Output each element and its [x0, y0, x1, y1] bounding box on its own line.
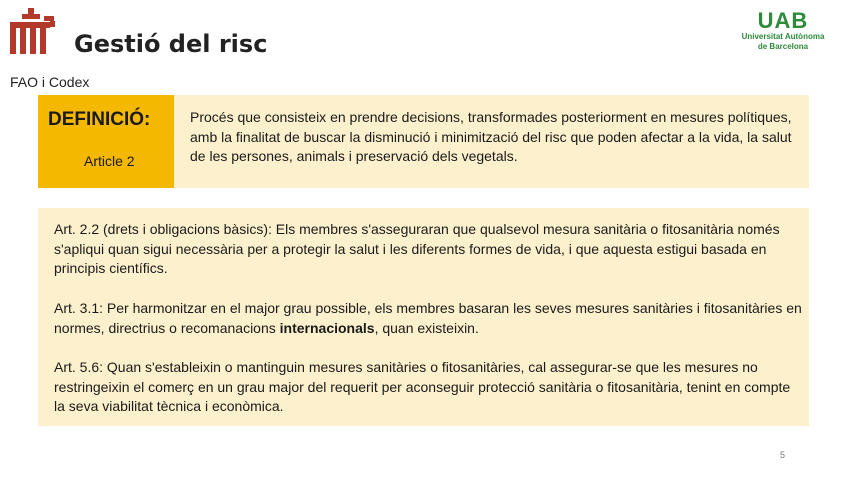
uab-logo: [726, 10, 840, 52]
articles-box: [38, 208, 809, 426]
definition-label-block: [38, 95, 174, 188]
article-3-1-text-start: Art. 3.1: Per harmonitzar en el major grau possible, els membres basaran les seves mesures sanitàries i fitosanitàries en normes, directrius o recomanacions: [54, 300, 802, 336]
definition-heading: DEFINICIÓ:: [48, 109, 151, 130]
article-2-2-paragraph: Art. 2.2 (drets i obligacions bàsics): Els membres s'asseguraran que qualsevol mesura sanitària o fitosanitària només s'apliqui quan sigui necessària per a protegir la salut i les diferents formes de vida, i que aquesta estigui basada en principis científics.: [54, 221, 780, 276]
definition-article: Article 2: [84, 153, 135, 169]
article-3-1-bold-term: internacionals: [279, 319, 375, 336]
section-subtitle: FAO i Codex: [10, 74, 90, 90]
article-3-1-text-end: , quan existeixin.: [374, 319, 479, 336]
page-title: Gestió del risc: [74, 30, 268, 58]
uab-logo-name: UAB: [757, 8, 809, 33]
uab-logo-line1: Universitat Autònoma: [741, 32, 825, 41]
definition-text: Procés que consisteix en prendre decisions, transformades posteriorment en mesures polítiques, amb la finalitat de buscar la disminució i minimització del risc que poden afectar a la vida, la salut de les persones, animals i preservació dels vegetals.: [190, 109, 792, 164]
page-number: 5: [780, 450, 786, 460]
definition-box: [38, 95, 809, 188]
uab-logo-line2: de Barcelona: [757, 42, 809, 51]
article-5-6-paragraph: Art. 5.6: Quan s'estableixin o mantinguin mesures sanitàries o fitosanitàries, cal assegurar-se que les mesures no restringeixin el comerç en un grau major del requerit per aconseguir protecció sanitària o fitosanitària, tenint en compte la seva viabilitat tècnica i econòmica.: [54, 359, 791, 414]
article-3-1-paragraph: [54, 299, 802, 338]
uab-tree-logo-icon: [8, 6, 62, 58]
